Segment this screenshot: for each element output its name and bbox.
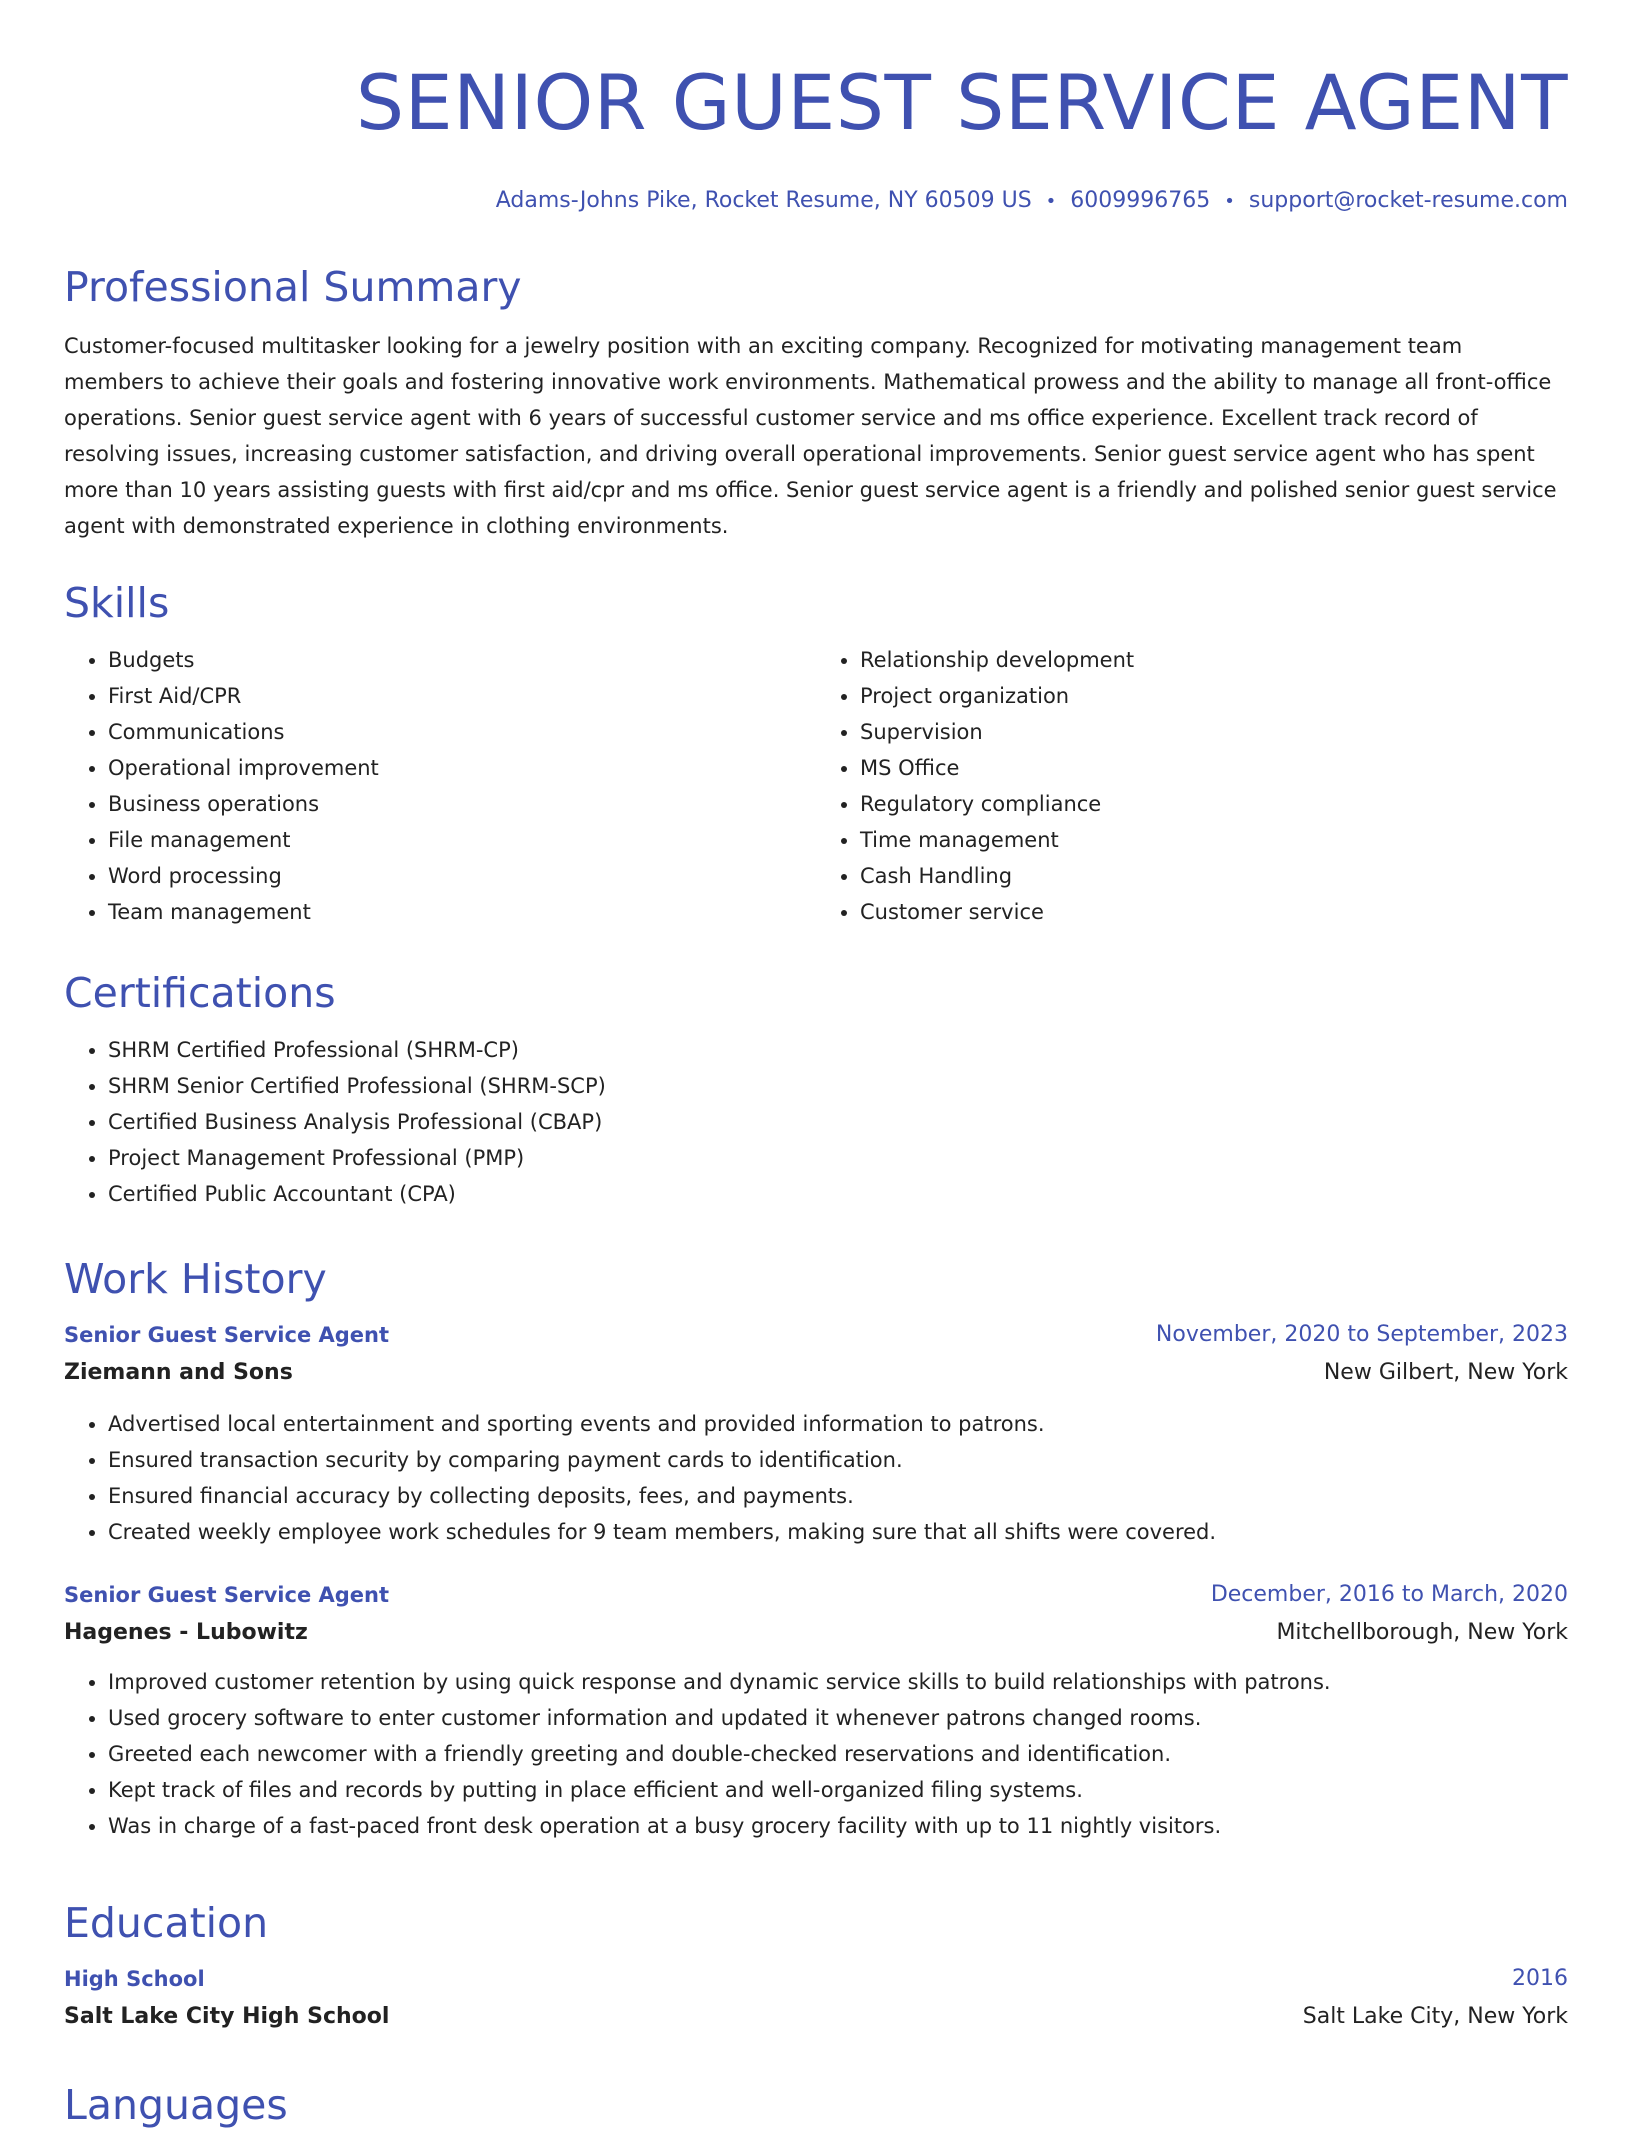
skill-item: • Project organization bbox=[860, 678, 1568, 714]
job-dates: November, 2020 to September, 2023 bbox=[1155, 1322, 1568, 1347]
skill-item: • Word processing bbox=[108, 858, 816, 894]
skills-title: Skills bbox=[64, 579, 170, 627]
job-bullet: • Was in charge of a fast-paced front desk operation at a busy grocery facility with up to 11 nightly visitors. bbox=[108, 1808, 1568, 1844]
job-title: Senior Guest Service Agent bbox=[64, 1583, 390, 1607]
job-bullet: • Used grocery software to enter customer information and updated it whenever patrons changed rooms. bbox=[108, 1700, 1568, 1736]
contact-address: Adams-Johns Pike, Rocket Resume, NY 60509 US bbox=[495, 188, 1032, 213]
education-location: Salt Lake City, New York bbox=[1302, 2004, 1568, 2029]
skill-item: • Customer service bbox=[860, 894, 1568, 930]
job-bullet: • Advertised local entertainment and sporting events and provided information to patrons. bbox=[108, 1406, 1568, 1442]
job-bullets bbox=[64, 1664, 1568, 1844]
job-location: New Gilbert, New York bbox=[1323, 1360, 1568, 1385]
resume-page bbox=[64, 0, 1568, 2129]
work-history-section bbox=[64, 1254, 1568, 1844]
skill-item: • Time management bbox=[860, 822, 1568, 858]
education-school: Salt Lake City High School bbox=[64, 2004, 390, 2029]
skills-right-list bbox=[816, 642, 1568, 930]
certification-item: • Certified Business Analysis Professional (CBAP) bbox=[108, 1104, 1568, 1140]
languages-title: Languages bbox=[64, 2081, 288, 2129]
job-bullet: • Created weekly employee work schedules for 9 team members, making sure that all shifts were covered. bbox=[108, 1514, 1568, 1550]
contact-phone[interactable]: 6009996765 bbox=[1070, 188, 1211, 213]
education-section bbox=[64, 1898, 1568, 2036]
skill-item: • File management bbox=[108, 822, 816, 858]
job-bullet: • Ensured financial accuracy by collecting deposits, fees, and payments. bbox=[108, 1478, 1568, 1514]
work-history-title: Work History bbox=[64, 1255, 327, 1303]
certification-item: • Project Management Professional (PMP) bbox=[108, 1140, 1568, 1176]
certifications-title: Certifications bbox=[64, 969, 336, 1017]
contact-line bbox=[64, 186, 1568, 217]
skill-item: • Relationship development bbox=[860, 642, 1568, 678]
job-company: Ziemann and Sons bbox=[64, 1360, 293, 1385]
skill-item: • MS Office bbox=[860, 750, 1568, 786]
education-title: Education bbox=[64, 1899, 269, 1947]
job-bullet: • Greeted each newcomer with a friendly greeting and double-checked reservations and identification. bbox=[108, 1736, 1568, 1772]
education-header bbox=[64, 1960, 1568, 1998]
job-bullet: • Improved customer retention by using quick response and dynamic service skills to build relationships with patrons. bbox=[108, 1664, 1568, 1700]
skill-item: • Supervision bbox=[860, 714, 1568, 750]
job-entry bbox=[64, 1576, 1568, 1844]
skill-item: • Budgets bbox=[108, 642, 816, 678]
skill-item: • Cash Handling bbox=[860, 858, 1568, 894]
job-company: Hagenes - Lubowitz bbox=[64, 1620, 308, 1645]
job-entry bbox=[64, 1316, 1568, 1550]
job-subheader bbox=[64, 1354, 1568, 1392]
skills-section bbox=[64, 578, 1568, 930]
skill-item: • Regulatory compliance bbox=[860, 786, 1568, 822]
job-bullet: • Kept track of files and records by putting in place efficient and well-organized filing systems. bbox=[108, 1772, 1568, 1808]
skill-item: • First Aid/CPR bbox=[108, 678, 816, 714]
certification-item: • Certified Public Accountant (CPA) bbox=[108, 1176, 1568, 1212]
summary-text: Customer-focused multitasker looking for a jewelry position with an exciting company. Recognized for motivating management team members to achieve their goals and fostering innovative work environments. Mathematical prowess and the ability to manage all front-office operations. Senior guest service agent with 6 years of successful customer service and ms office experience. Excellent track record of resolving issues, increasing customer satisfaction, and driving overall operational improvements. Senior guest service agent who has spent more than 10 years assisting guests with first aid/cpr and ms office. Senior guest service agent is a friendly and polished senior guest service agent with demonstrated experience in clothing environments. bbox=[64, 334, 1557, 538]
contact-separator: • bbox=[1224, 191, 1235, 212]
candidate-name: SENIOR GUEST SERVICE AGENT bbox=[355, 58, 1568, 147]
skill-item: • Communications bbox=[108, 714, 816, 750]
skill-item: • Team management bbox=[108, 894, 816, 930]
summary-section bbox=[64, 262, 1568, 544]
education-year: 2016 bbox=[1512, 1966, 1568, 1991]
education-subheader bbox=[64, 1998, 1568, 2036]
job-dates: December, 2016 to March, 2020 bbox=[1210, 1582, 1568, 1607]
languages-section bbox=[64, 2080, 1568, 2130]
job-header bbox=[64, 1576, 1568, 1614]
job-bullets bbox=[64, 1406, 1568, 1550]
summary-title: Professional Summary bbox=[64, 263, 522, 311]
job-header bbox=[64, 1316, 1568, 1354]
contact-email[interactable]: support@rocket-resume.com bbox=[1248, 188, 1568, 213]
skill-item: • Business operations bbox=[108, 786, 816, 822]
job-location: Mitchellborough, New York bbox=[1276, 1620, 1568, 1645]
skill-item: • Operational improvement bbox=[108, 750, 816, 786]
certification-item: • SHRM Certified Professional (SHRM-CP) bbox=[108, 1032, 1568, 1068]
certifications-list bbox=[64, 1032, 1568, 1212]
skills-left-list bbox=[64, 642, 816, 930]
education-entry bbox=[64, 1960, 1568, 2036]
skills-grid bbox=[64, 642, 1568, 930]
contact-separator: • bbox=[1045, 191, 1057, 212]
certification-item: • SHRM Senior Certified Professional (SHRM-SCP) bbox=[108, 1068, 1568, 1104]
job-subheader bbox=[64, 1614, 1568, 1652]
job-bullet: • Ensured transaction security by comparing payment cards to identification. bbox=[108, 1442, 1568, 1478]
job-title: Senior Guest Service Agent bbox=[64, 1323, 390, 1347]
certifications-section bbox=[64, 968, 1568, 1212]
education-degree: High School bbox=[64, 1967, 205, 1991]
